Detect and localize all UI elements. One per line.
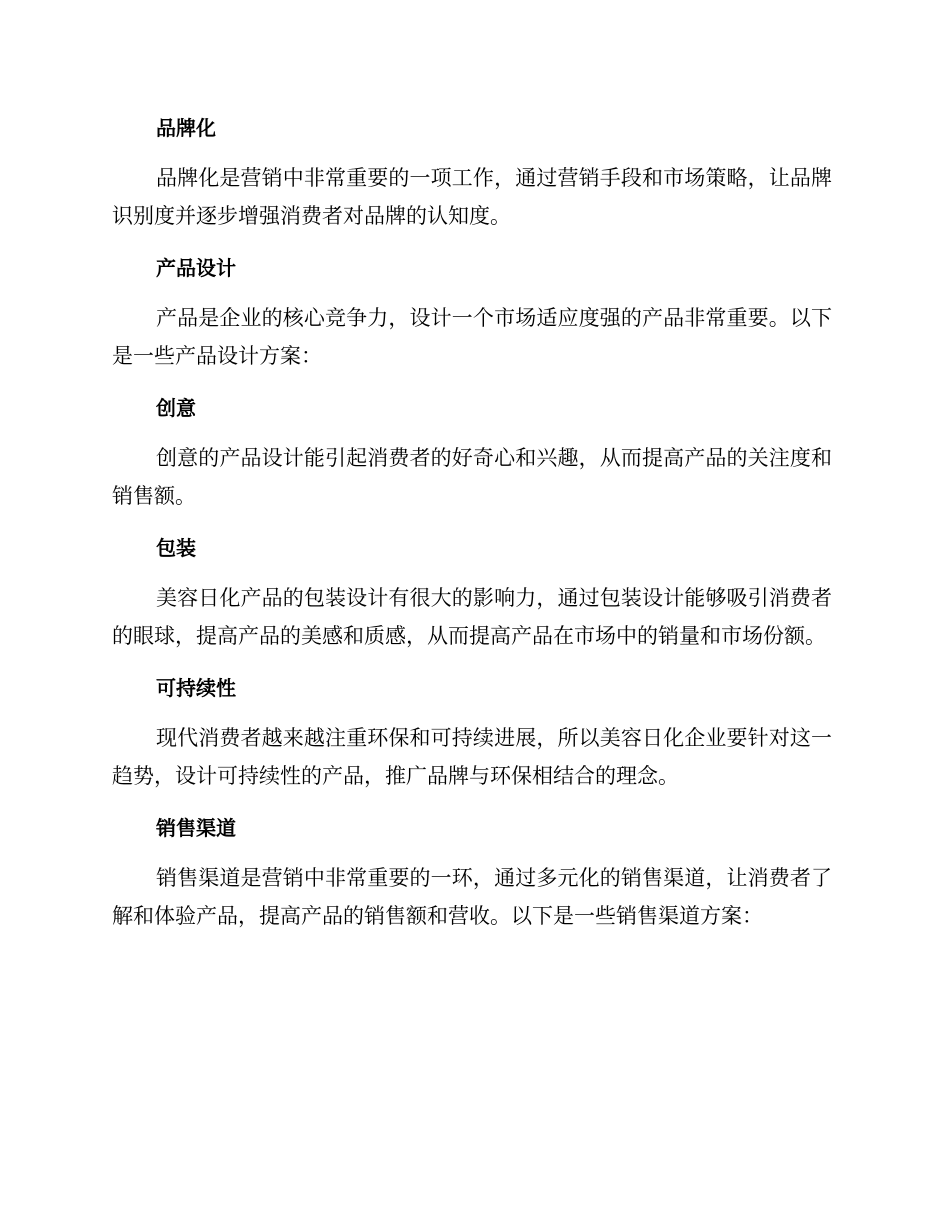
heading-branding: 品牌化: [156, 116, 216, 140]
paragraph-branding: 品牌化是营销中非常重要的一项工作，通过营销手段和市场策略，让品牌识别度并逐步增强消费者对品牌的认知度。: [112, 166, 832, 228]
paragraph-creativity: 创意的产品设计能引起消费者的好奇心和兴趣，从而提高产品的关注度和销售额。: [112, 446, 832, 508]
heading-packaging: 包装: [156, 536, 196, 560]
heading-product-design: 产品设计: [156, 256, 236, 280]
paragraph-packaging: 美容日化产品的包装设计有很大的影响力，通过包装设计能够吸引消费者的眼球，提高产品的美感和质感，从而提高产品在市场中的销量和市场份额。: [112, 586, 832, 648]
paragraph-sustainability: 现代消费者越来越注重环保和可持续进展，所以美容日化企业要针对这一趋势，设计可持续性的产品，推广品牌与环保相结合的理念。: [112, 726, 832, 788]
heading-creativity: 创意: [156, 396, 196, 420]
heading-sustainability: 可持续性: [156, 676, 236, 700]
paragraph-product-design: 产品是企业的核心竞争力，设计一个市场适应度强的产品非常重要。以下是一些产品设计方案：: [112, 306, 832, 368]
paragraph-sales-channels: 销售渠道是营销中非常重要的一环，通过多元化的销售渠道，让消费者了解和体验产品，提高产品的销售额和营收。以下是一些销售渠道方案：: [112, 866, 832, 928]
document-body: [112, 108, 832, 935]
heading-sales-channels: 销售渠道: [156, 816, 236, 840]
